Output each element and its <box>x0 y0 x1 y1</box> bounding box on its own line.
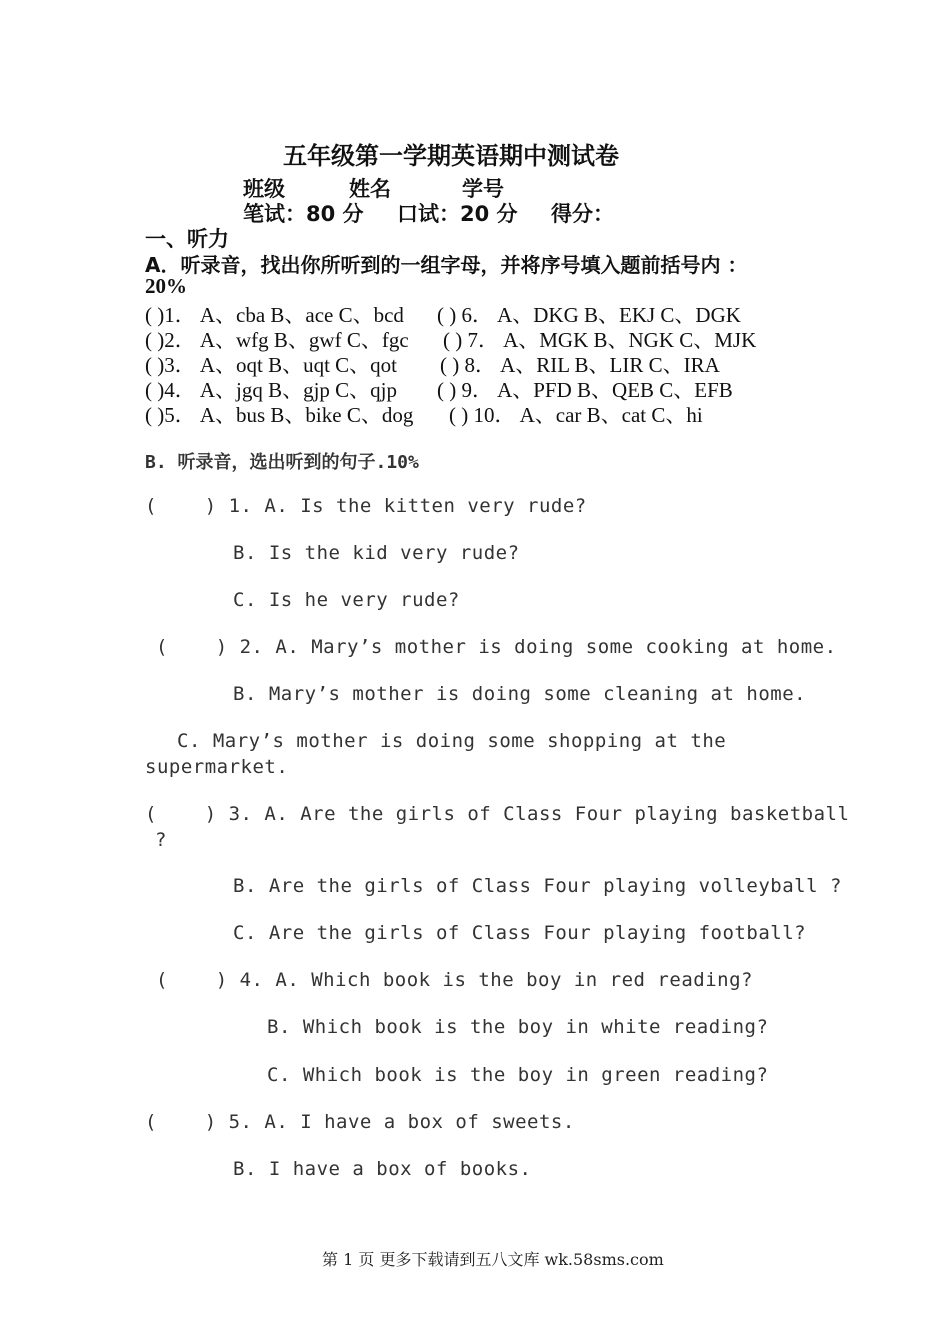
question-row-right: ( ) 10． A、car B、cat C、hi <box>449 403 703 427</box>
part-a-instruction: A．听录音，找出你所听到的一组字母，并将序号填入题前括号内 ： <box>145 253 748 277</box>
sentence-option: B. Which book is the boy in white reading? <box>267 1016 769 1038</box>
sentence-option: ( ) 3. A. Are the girls of Class Four playing basketball <box>145 803 850 825</box>
sentence-option: B. I have a box of books. <box>233 1158 532 1180</box>
sentence-option: B. Is the kid very rude? <box>233 542 520 564</box>
sentence-option: ( ) 5. A. I have a box of sweets. <box>145 1111 575 1133</box>
name-label: 姓名 <box>349 177 391 201</box>
sentence-option: ( ) 4. A. Which book is the boy in red reading? <box>156 969 753 991</box>
sentence-option: C. Are the girls of Class Four playing football? <box>233 922 807 944</box>
question-row-right: ( ) 6． A、DKG B、EKJ C、DGK <box>437 303 741 327</box>
question-row-right: ( ) 8． A、RIL B、LIR C、IRA <box>440 353 720 377</box>
question-row-right: ( ) 7． A、MGK B、NGK C、MJK <box>443 328 757 352</box>
sentence-option: C. Which book is the boy in green reading? <box>267 1064 769 1086</box>
sentence-option: ( ) 2. A. Mary’s mother is doing some cooking at home. <box>156 636 837 658</box>
question-row-left: ( )5． A、bus B、bike C、dog <box>145 403 414 427</box>
sentence-option: C. Mary’s mother is doing some shopping at the <box>177 730 727 752</box>
sentence-option: C. Is he very rude? <box>233 589 460 611</box>
oral-score-label: 口试：20 分 <box>397 202 518 226</box>
sentence-option: B. Are the girls of Class Four playing volleyball ? <box>233 875 842 897</box>
sentence-option: ? <box>155 829 167 851</box>
question-row-left: ( )4． A、jgq B、gjp C、qjp <box>145 378 398 402</box>
written-score-label: 笔试：80 分 <box>243 202 364 226</box>
page-title: 五年级第一学期英语期中测试卷 <box>283 142 619 170</box>
sentence-option: supermarket. <box>145 756 289 778</box>
question-row-right: ( ) 9． A、PFD B、QEB C、EFB <box>437 378 733 402</box>
sentence-option: ( ) 1. A. Is the kitten very rude? <box>145 495 587 517</box>
student-number-label: 学号 <box>462 177 504 201</box>
question-row-left: ( )3． A、oqt B、uqt C、qot <box>145 353 398 377</box>
part-a-score: 20% <box>145 274 187 298</box>
section-listening-title: 一、听力 <box>145 227 229 251</box>
class-label: 班级 <box>243 177 285 201</box>
part-b-instruction: B. 听录音，选出听到的句子.10% <box>145 452 419 473</box>
page-footer: 第 1 页 更多下载请到五八文库 wk.58sms.com <box>322 1250 664 1269</box>
question-row-left: ( )2． A、wfg B、gwf C、fgc <box>145 328 409 352</box>
question-row-left: ( )1． A、cba B、ace C、bcd <box>145 303 404 327</box>
sentence-option: B. Mary’s mother is doing some cleaning at home. <box>233 683 807 705</box>
total-score-label: 得分： <box>551 202 614 226</box>
